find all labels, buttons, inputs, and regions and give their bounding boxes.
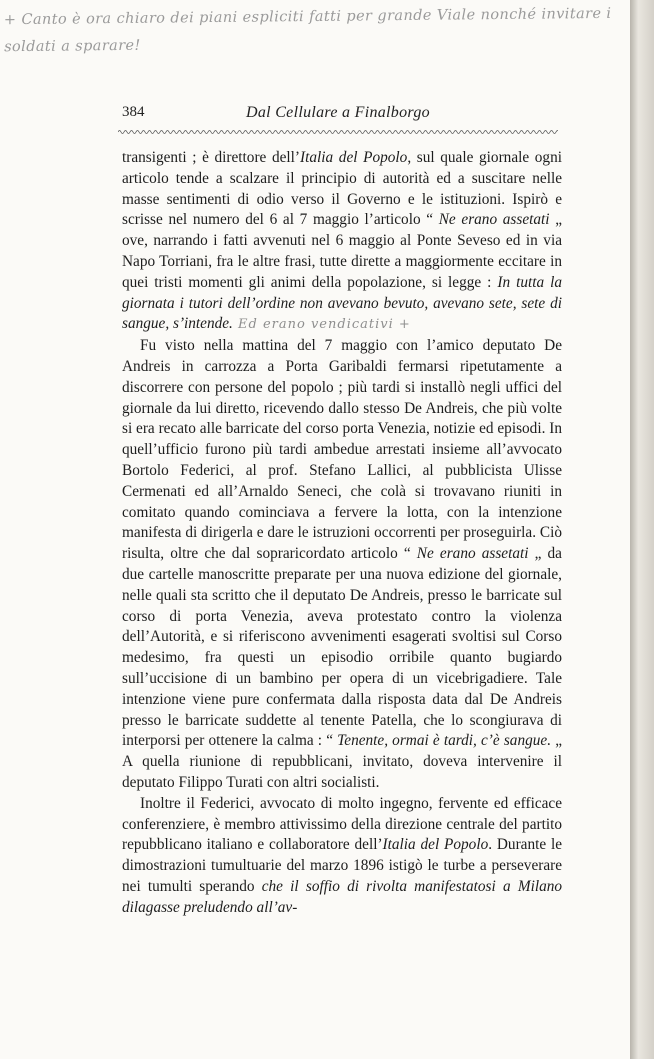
body-text <box>122 148 562 918</box>
text-run: Inoltre il Federici, avvocato di molto ingegno, fervente ed efficace conferenziere, è membro attivissimo della direzione centrale del partito repubblicano italiano e collaboratore dell’ <box>122 794 562 854</box>
running-title: Dal Cellulare a Finalborgo <box>246 104 430 121</box>
page-edge <box>630 0 654 1059</box>
italic-text: In tutta la giornata i tutori dell’ordine non avevano bevuto, avevano sete, sete di sangue, s’intende. <box>122 273 562 333</box>
page-number: 384 <box>122 104 145 120</box>
italic-text: Italia del Popolo <box>382 836 489 854</box>
text-run: Fu visto nella mattina del 7 maggio con l’amico deputato De Andreis in carrozza a Porta Garibaldi fermarsi ripetutamente a discorrere con persone del popolo ; più tardi si installò negli uffici del giornale da lui diretto, ricevendo dallo stesso De Andreis, che più volte si era recato alle barricate del corso porta Venezia, notizie ed episodi. In quell’ufficio furono più tardi ambedue arrestati insieme all’avvocato Bortolo Federici, al prof. Stefano Lallici, al pubblicista Ulisse Cermenati ed all’Arnaldo Seneci, che colà si trovavano riuniti in comitato quando cominciava a fervere la lotta, con la intenzione manifesta di dirigerla e dare le istruzioni occorrenti per proseguirla. Ciò risulta, oltre che dal sopraricordato articolo “ <box>122 337 562 563</box>
paragraph <box>122 794 562 919</box>
paragraph <box>122 148 562 336</box>
text-run: . Durante le dimostrazioni tumultuarie del marzo 1896 istigò le turbe a perseverare nei tumulti sperando <box>122 836 562 895</box>
italic-text: Ne erano assetati <box>438 211 550 229</box>
text-run: , sul quale giornale ogni articolo tende a scalzare il principio di autorità ed a suscitare nelle masse sentimenti di odio verso il Governo e le istituzioni. Ispirò e scrisse nel numero del 6 al 7 maggio l’articolo “ <box>122 149 562 229</box>
decorative-wavy-rule <box>118 128 558 136</box>
italic-text: Ne erano assetati <box>416 545 529 563</box>
italic-text: Italia del Popolo <box>300 149 408 166</box>
paragraph <box>122 336 562 794</box>
handwritten-inline-note: Ed erano vendicativi + <box>232 317 411 333</box>
text-run: transigenti ; è direttore dell’ <box>122 149 301 166</box>
page-header <box>122 104 572 126</box>
text-run: „ ove, narrando i fatti avvenuti nel 6 maggio al Ponte Seveso ed in via Napo Torriani, fra le altre frasi, tutte dirette a maggiormente eccitare in quei tristi momenti gli animi della popolazione, si legge : <box>122 211 562 291</box>
text-run: „ A quella riunione di repubblicani, invitato, doveva intervenire il deputato Filippo Turati con altri socialisti. <box>122 732 562 791</box>
italic-text: Tenente, ormai è tardi, c’è sangue. <box>337 732 552 750</box>
text-run: „ da due cartelle manoscritte preparate per una nuova edizione del giornale, nelle quali sta scritto che il deputato De Andreis, presso le barricate sul corso di porta Venezia, aveva protestato contro la violenza dell’Autorità, e si riferiscono avvenimenti esagerati svoltisi sul Corso medesimo, fra questi un episodio orribile quanto bugiardo sull’uccisione di un bambino per opera di un vicebrigadiere. Tale intenzione viene pure confermata dalla risposta data dal De Andreis presso le barricate suddette al tenente Patella, che lo scongiurava di interporsi per ottenere la calma : “ <box>122 545 562 750</box>
handwritten-annotation: + Canto è ora chiaro dei piani espliciti fatti per grande Viale nonché invitare i soldati a sparare! <box>3 5 612 56</box>
italic-text: che il soffio di rivolta manifestatosi a Milano dilagasse preludendo all’av- <box>122 877 563 916</box>
